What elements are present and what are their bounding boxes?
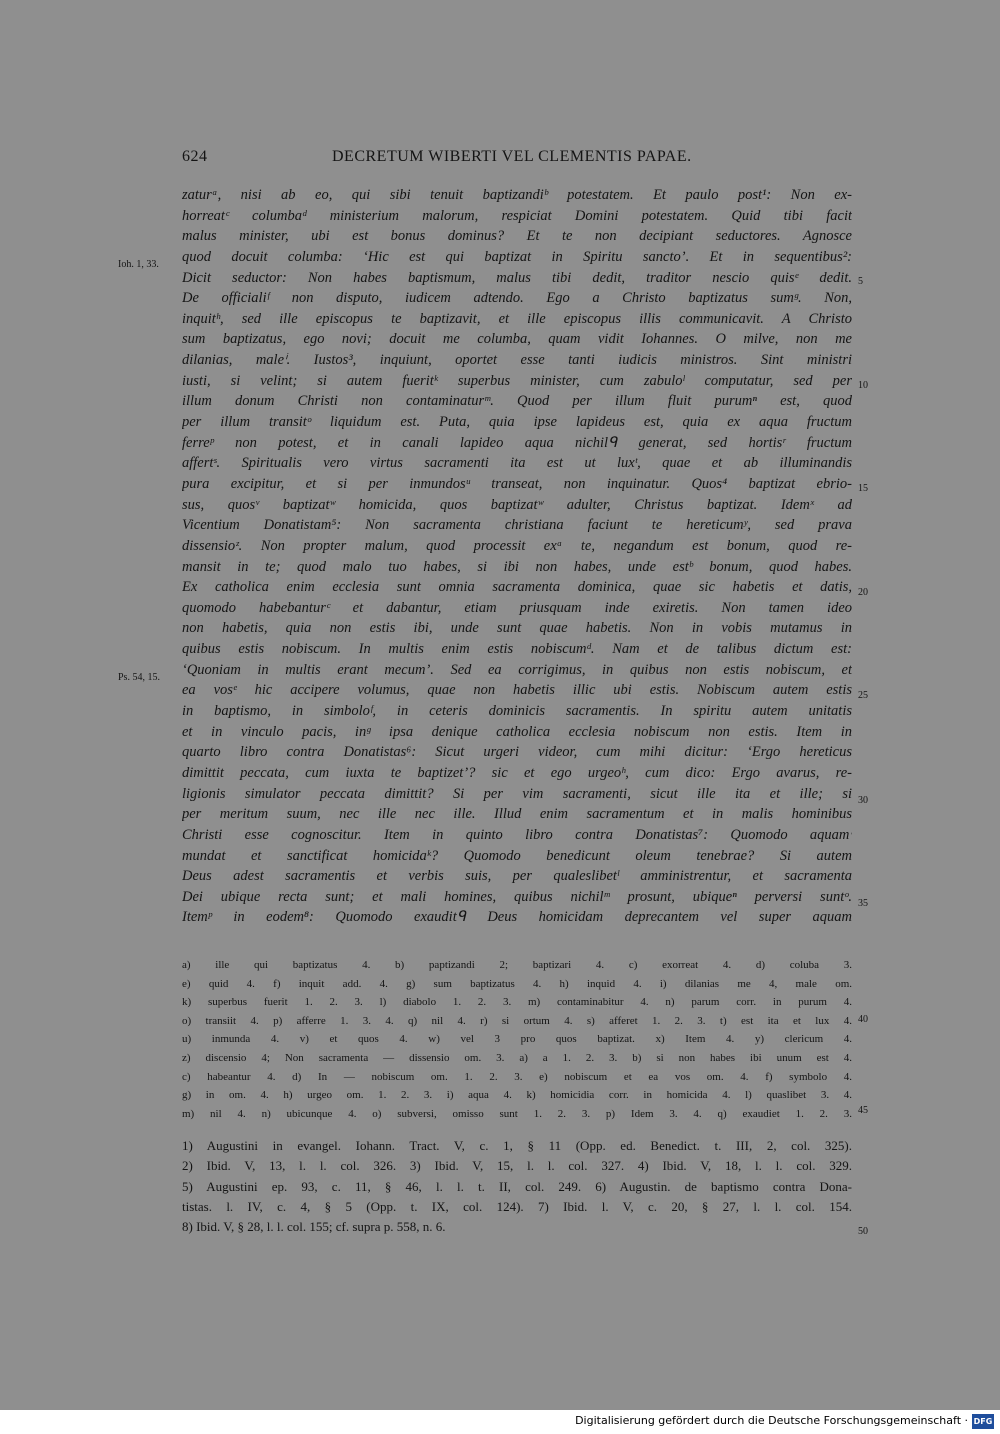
line-number: 25: [858, 690, 868, 701]
text-line: Dicit seductor: Non habes baptismum, malus tibi dedit, traditor nescio quisᵉ dedit.: [182, 269, 852, 286]
text-line: non habetis, quia non estis ibi, unde sunt quae habetis. Non in vobis mutamus in: [182, 620, 852, 637]
line-number: 50: [858, 1226, 868, 1237]
apparatus-line: a) ille qui baptizatus 4. b) paptizandi 2; baptizari 4. c) exorreat 4. d) coluba 3.: [182, 959, 852, 971]
text-line: quibus estis nobiscum. In multis enim estis nobiscumᵈ. Nam et de talibus dictum est:: [182, 641, 852, 658]
text-line: horreatᶜ columbaᵈ ministerium malorum, respiciat Domini potestatem. Quid tibi facit: [182, 207, 852, 224]
text-line: illum donum Christi non contaminaturᵐ. Quod per illum fluit purumⁿ est, quod: [182, 393, 852, 410]
text-line: mansit in te; quod malo tuo habes, si ibi non habes, unde estᵇ bonum, quod habes.: [182, 558, 852, 575]
apparatus-line: z) discensio 4; Non sacramenta — dissensio om. 3. a) a 1. 2. 3. b) si non habes ibi unum est 4.: [182, 1051, 852, 1064]
margin-reference: Ioh. 1, 33.: [118, 259, 159, 270]
text-line: iusti, si velint; si autem fueritᵏ superbus minister, cum zabuloˡ computatur, sed per: [182, 372, 852, 389]
line-number: 15: [858, 483, 868, 494]
margin-reference: Ps. 54, 15.: [118, 672, 160, 683]
apparatus-line: c) habeantur 4. d) In — nobiscum om. 1. 2. 3. e) nobiscum et ea vos om. 4. f) symbolo 4.: [182, 1070, 852, 1083]
footnotes: [182, 1136, 852, 1237]
text-line: malus minister, ubi est bonus dominus? Et te non decipiant seductores. Agnosce: [182, 228, 852, 245]
text-line: affertˢ. Spiritualis vero virtus sacramenti ita est ut luxᵗ, quae et ab illuminandis: [182, 455, 852, 472]
apparatus-line: g) in om. 4. h) urgeo om. 1. 2. 3. i) aqua 4. k) homicidia corr. in homicida 4. l) quaslibet 3. 4.: [182, 1089, 852, 1102]
text-line: quarto libro contra Donatistas⁶: Sicut urgeri videor, cum mihi dicitur: ‘Ergo hereticus: [182, 744, 852, 761]
line-number: 10: [858, 380, 868, 391]
text-line: et in vinculo pacis, inᵍ ipsa denique catholica ecclesia nobiscum non estis. Item in: [182, 723, 852, 740]
text-line: Itemᵖ in eodem⁸: Quomodo exauditᑫ Deus homicidam deprecantem vel super aquam: [182, 909, 852, 926]
text-line: Ex catholica enim ecclesia sunt omnia sacramenta dominica, quae sic habetis et datis,: [182, 579, 852, 596]
text-line: in baptismo, in simboloᶠ, in ceteris dominicis sacramentis. In spiritu autem unitatis: [182, 703, 852, 720]
line-number: 40: [858, 1014, 868, 1025]
line-number: 20: [858, 587, 868, 598]
text-line: quod docuit columba: ‘Hic est qui baptizat in Spiritu sancto’. Et in sequentibus²:: [182, 248, 852, 265]
text-line: sus, quosᵛ baptizatʷ homicida, quos baptizatʷ adulter, Christus baptizat. Idemˣ ad: [182, 496, 852, 513]
dfg-logo: DFG: [972, 1414, 994, 1429]
line-number: 5: [858, 276, 863, 287]
footnote-line: 1) Augustini in evangel. Iohann. Tract. V, c. 1, § 11 (Opp. ed. Benedict. t. III, 2, col. 325).: [182, 1138, 852, 1153]
page-number: 624: [182, 148, 208, 165]
text-line: per illum transitᵒ liquidum est. Puta, quia ipse lapideus est, quia ex aqua fructum: [182, 414, 852, 431]
running-title: DECRETUM WIBERTI VEL CLEMENTIS PAPAE.: [332, 148, 692, 165]
apparatus-line: k) superbus fuerit 1. 2. 3. l) diabolo 1. 2. 3. m) contaminabitur 4. n) parum corr. in purum 4.: [182, 996, 852, 1009]
text-line: De officialiᶠ non disputo, iudicem adtendo. Ego a Christo baptizatus sumᵍ. Non,: [182, 290, 852, 307]
text-line: Vicentium Donatistam⁵: Non sacramenta christiana faciunt te hereticumʸ, sed prava: [182, 517, 852, 534]
digitization-footer: [0, 1410, 1000, 1434]
text-line: ea vosᵉ hic accipere volumus, quae non habetis illic ubi estis. Nobiscum autem estis: [182, 682, 852, 699]
main-text: [182, 185, 852, 928]
text-line: mundat et sanctificat homicidaᵏ? Quomodo benedicunt oleum tenebrae? Si autem: [182, 847, 852, 864]
text-line: sum baptizatus, ego novi; docuit me columba, quam vidit Iohannes. O milve, non me: [182, 331, 852, 348]
apparatus-line: m) nil 4. n) ubicunque 4. o) subversi, omisso sunt 1. 2. 3. p) Idem 3. 4. q) exaudiet 1. 2. 3.: [182, 1107, 852, 1120]
line-number: 45: [858, 1105, 868, 1116]
text-line: dissensioᶻ. Non propter malum, quod processit exᵃ te, negandum est bonum, quod re-: [182, 537, 852, 554]
footnote-line: 8) Ibid. V, § 28, l. l. col. 155; cf. supra p. 558, n. 6.: [182, 1219, 446, 1235]
text-line: dilanias, maleⁱ. Iustos³, inquiunt, oportet esse tanti iudicis ministros. Sint ministri: [182, 352, 852, 369]
text-line: zaturᵃ, nisi ab eo, qui sibi tenuit baptizandiᵇ potestatem. Et paulo post¹: Non ex-: [182, 187, 852, 203]
line-number: 30: [858, 795, 868, 806]
text-line: pura excipitur, et si per inmundosᵘ transeat, non inquinatur. Quos⁴ baptizat ebrio-: [182, 475, 852, 492]
text-line: dimittit peccata, cum iuxta te baptizet’? sic et ego urgeoʰ, cum dico: Ergo avarus, re-: [182, 764, 852, 781]
footnote-line: 2) Ibid. V, 13, l. l. col. 326. 3) Ibid. V, 15, l. l. col. 327. 4) Ibid. V, 18, l. l. col. 329.: [182, 1158, 852, 1174]
text-line: Dei ubique recta sunt; et mali homines, quibus nichilᵐ prosunt, ubiqueⁿ perversi suntᵒ.: [182, 888, 852, 905]
text-line: per meritum suum, nec ille nec ille. Illud enim sacramentum et in malis hominibus: [182, 806, 852, 823]
footnote-line: tistas. l. IV, c. 4, § 5 (Opp. t. IX, col. 124). 7) Ibid. l. V, c. 20, § 27, l. l. col. 154.: [182, 1198, 852, 1214]
critical-apparatus: [182, 956, 852, 1123]
text-line: Deus adest sacramentis et verbis suis, per qualeslibetˡ amministrentur, et sacramenta: [182, 868, 852, 885]
apparatus-line: e) quid 4. f) inquit add. 4. g) sum baptizatus 4. h) inquid 4. i) dilanias me 4, male om.: [182, 977, 852, 990]
apparatus-line: o) transiit 4. p) afferre 1. 3. 4. q) nil 4. r) si ortum 4. s) afferet 1. 2. 3. t) est ita et lux 4.: [182, 1014, 852, 1027]
text-line: quomodo habebanturᶜ et dabantur, etiam priusquam inde exiretis. Non tamen ideo: [182, 599, 852, 616]
text-line: ‘Quoniam in multis erant mecum’. Sed ea corrigimus, in quibus non estis nobiscum, et: [182, 661, 852, 678]
text-line: inquitʰ, sed ille episcopus te baptizavit, et ille episcopus illis communicavit. A Christo: [182, 310, 852, 327]
text-line: Christi esse cognoscitur. Item in quinto libro contra Donatistas⁷: Quomodo aquamⁱ: [182, 826, 852, 843]
text-line: ferreᵖ non potest, et in canali lapideo aqua nichilᑫ generat, sed hortisʳ fructum: [182, 434, 852, 451]
funding-credit: Digitalisierung gefördert durch die Deutsche Forschungsgemeinschaft ·: [575, 1414, 968, 1427]
apparatus-line: u) inmunda 4. v) et quos 4. w) vel 3 pro quos baptizat. x) Item 4. y) clericum 4.: [182, 1033, 852, 1046]
line-number: 35: [858, 898, 868, 909]
footnote-line: 5) Augustini ep. 93, c. 11, § 46, l. l. t. II, col. 249. 6) Augustin. de baptismo contra Dona-: [182, 1178, 852, 1194]
text-line: ligionis simulator peccata dimittit? Si per vim sacramenti, sicut ille ita et ille; si: [182, 785, 852, 802]
